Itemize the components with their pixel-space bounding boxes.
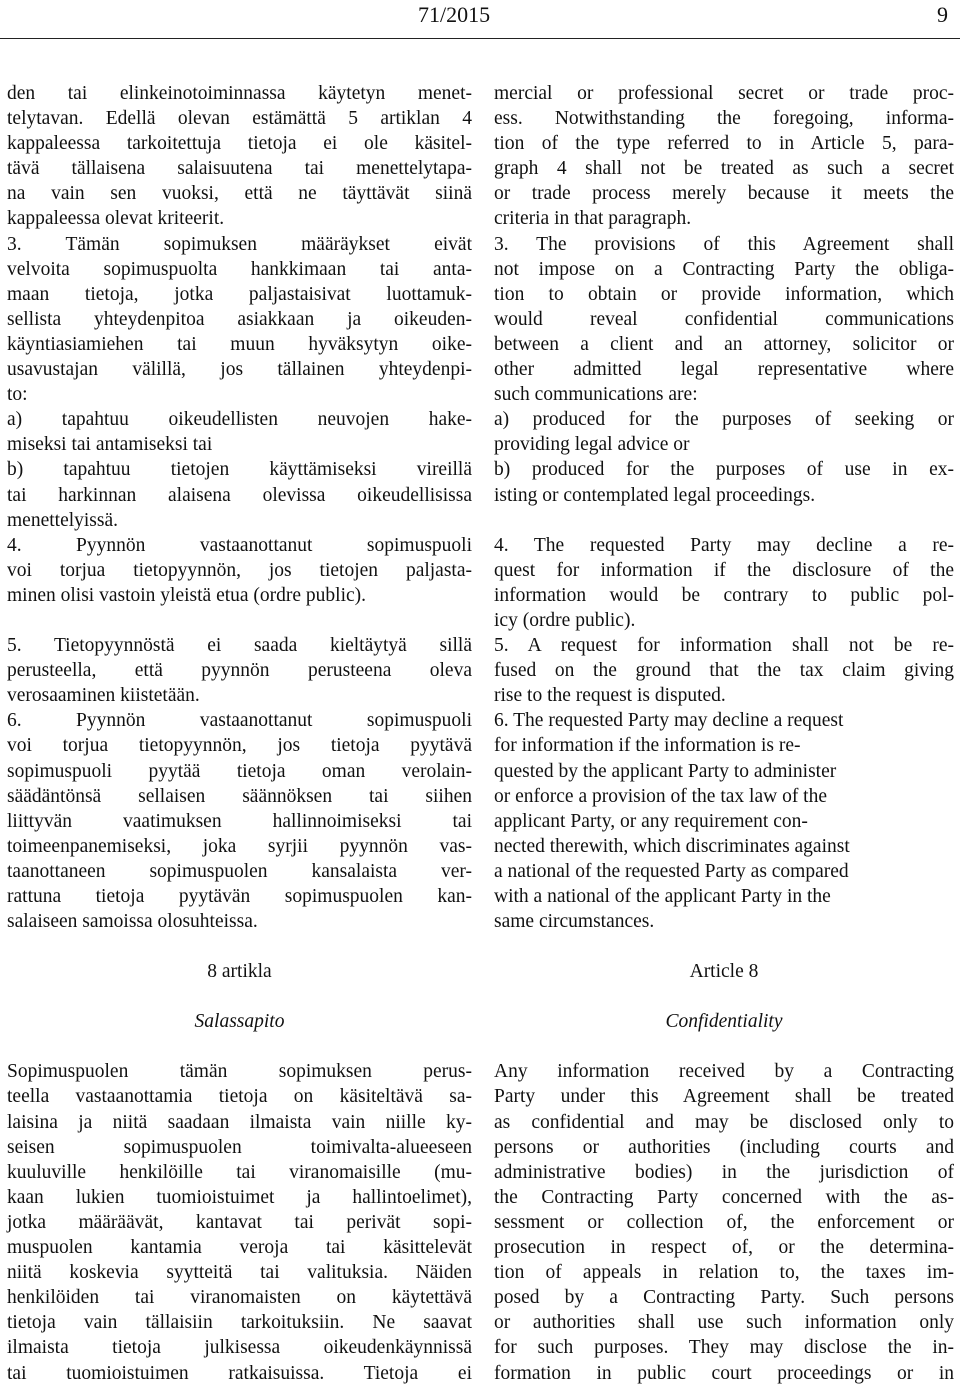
text-line: kaan lukien tuomioistuimet ja hallintoelimet), xyxy=(7,1186,472,1208)
text-line: quest for information if the disclosure of the xyxy=(494,559,954,581)
text-line: 3. The provisions of this Agreement shall xyxy=(494,233,954,255)
text-line: quested by the applicant Party to administer xyxy=(494,760,837,782)
text-line: telytavan. Edellä olevan estämättä 5 artiklan 4 xyxy=(7,108,472,130)
text-line: 6. The requested Party may decline a request xyxy=(494,710,844,732)
text-line: for such purposes. They may disclose the in- xyxy=(494,1337,954,1359)
text-line: henkilöiden tai viranomaisten on käytettävä xyxy=(7,1287,472,1309)
text-line: applicant Party, or any requirement con- xyxy=(494,810,808,832)
text-line: 4. Pyynnön vastaanottanut sopimuspuoli xyxy=(7,534,472,556)
text-line: to: xyxy=(7,384,28,406)
text-line: jotka määräävät, kantavat tai perivät sopi- xyxy=(7,1211,472,1233)
text-line: menettelyissä. xyxy=(7,509,119,531)
text-line: na vain sen vuoksi, että ne täyttävät siinä xyxy=(7,183,472,205)
text-line: 4. The requested Party may decline a re- xyxy=(494,534,954,556)
text-line: sessment or collection of, the enforcement or xyxy=(494,1211,954,1233)
text-line: would reveal confidential communications xyxy=(494,308,954,330)
text-line: tai tuomioistuimen ratkaisuissa. Tietoja ei xyxy=(7,1362,472,1384)
text-line: toimeenpanemiseksi, joka syrjii pyynnön vas- xyxy=(7,835,472,857)
page-number: 9 xyxy=(937,2,948,27)
text-line: sellista yhteydenpitoa asiakkaan ja oikeuden- xyxy=(7,308,472,330)
text-line: icy (ordre public). xyxy=(494,609,636,631)
text-line: niitä koskevia syytteitä tai valituksia. Näiden xyxy=(7,1262,472,1284)
text-line: Any information received by a Contracting xyxy=(494,1061,954,1083)
text-line: formation in public court proceedings or in xyxy=(494,1362,954,1384)
text-line: fused on the ground that the tax claim giving xyxy=(494,660,954,682)
text-line: voi torjua tietopyynnön, jos tietojen paljasta- xyxy=(7,559,472,581)
text-line: kuuluville henkilöille tai viranomaisille (mu- xyxy=(7,1161,472,1183)
text-line: graph 4 shall not be treated as such a secret xyxy=(494,158,954,180)
text-line: between a client and an attorney, solicitor or xyxy=(494,333,954,355)
text-line: voi torjua tietopyynnön, jos tietoja pyytävä xyxy=(7,735,472,757)
text-line: or authorities shall use such information only xyxy=(494,1312,954,1334)
text-line: rise to the request is disputed. xyxy=(494,685,726,707)
text-line: den tai elinkeinotoiminnassa käytetyn menet- xyxy=(7,83,472,104)
text-line: minen olisi vastoin yleistä etua (ordre public). xyxy=(7,584,367,606)
text-line: not impose on a Contracting Party the obliga- xyxy=(494,258,954,280)
english-article-text xyxy=(494,1059,954,1385)
text-line: b) produced for the purposes of use in ex- xyxy=(494,459,954,481)
text-line: verosaaminen kiistetään. xyxy=(7,685,200,707)
text-line: such communications are: xyxy=(494,384,698,406)
finnish-column xyxy=(7,81,472,1386)
text-line: Sopimuspuolen tämän sopimuksen perus- xyxy=(7,1061,472,1083)
text-line: salaiseen samoissa olosuhteissa. xyxy=(7,911,258,933)
text-line: velvoita sopimuspuolta hankkimaan tai anta- xyxy=(7,258,472,280)
text-line: b) tapahtuu tietojen käyttämiseksi vireillä xyxy=(7,459,472,481)
text-line: tion to obtain or provide information, which xyxy=(494,283,954,305)
page-header xyxy=(0,0,960,40)
article-title-en: Confidentiality xyxy=(665,1011,783,1033)
text-line: persons or authorities (including courts and xyxy=(494,1136,954,1158)
text-line: with a national of the applicant Party in the xyxy=(494,886,831,907)
text-line: isting or contemplated legal proceedings. xyxy=(494,484,816,506)
text-line: mercial or professional secret or trade proc- xyxy=(494,83,954,104)
text-line: tävä tällaisena salaisuutena tai menettelytapa- xyxy=(7,158,472,180)
text-line: a) tapahtuu oikeudellisten neuvojen hake- xyxy=(7,409,472,431)
text-line: ilmaista tietoja julkisessa oikeudenkäynnissä xyxy=(7,1337,472,1359)
text-line: laisina ja niitä saadaan ilmaista vain niille ky- xyxy=(7,1111,472,1133)
text-line: a national of the requested Party as compared xyxy=(494,860,849,882)
text-line: nected therewith, which discriminates against xyxy=(494,835,850,857)
text-line: 5. A request for information shall not be re- xyxy=(494,635,954,657)
text-line: kappaleessa olevat kriteerit. xyxy=(7,208,225,230)
text-line: other admitted legal representative where xyxy=(494,359,954,381)
text-line: tietoja vain tällaisiin tarkoituksiin. Ne saavat xyxy=(7,1312,472,1334)
text-line: kappaleessa tarkoitettuja tietoja ei ole käsitel- xyxy=(7,133,472,155)
text-line: posed by a Contracting Party. Such persons xyxy=(494,1287,954,1309)
text-line: liittyvän vaatimuksen hallinnoimiseksi tai xyxy=(7,810,472,832)
article-title-fi: Salassapito xyxy=(194,1011,285,1033)
text-line: käyntiasiamiehen tai muun hyväksytyn oike- xyxy=(7,333,472,355)
paragraph-gap xyxy=(7,608,472,633)
text-line: the Contracting Party concerned with the as- xyxy=(494,1186,954,1208)
text-line: providing legal advice or xyxy=(494,434,690,456)
text-line: tai harkinnan alaisena olevissa oikeudellisissa xyxy=(7,484,472,506)
english-body xyxy=(494,81,954,934)
text-line: criteria in that paragraph. xyxy=(494,208,692,230)
paragraph-gap xyxy=(494,508,954,533)
article-heading-en: Article 8 xyxy=(689,961,759,983)
issue-number: 71/2015 xyxy=(418,2,491,27)
text-line: usavustajan välillä, jos tällainen yhteydenpi- xyxy=(7,359,472,381)
text-line: same circumstances. xyxy=(494,911,655,933)
text-line: teella vastaanottamia tietoja on käsiteltävä sa- xyxy=(7,1086,472,1108)
text-line: or enforce a provision of the tax law of the xyxy=(494,785,828,807)
text-line: tion of the type referred to in Article 5, para- xyxy=(494,133,954,155)
text-line: 5. Tietopyynnöstä ei saada kieltäytyä sillä xyxy=(7,635,472,657)
english-column xyxy=(494,81,954,1386)
text-line: maan tietoja, jotka paljastaisivat luottamuk- xyxy=(7,283,472,305)
text-line: taanottaneen sopimuspuolen kansalaista ver- xyxy=(7,860,472,882)
text-line: muspuolen kantamia veroja tai käsittelevät xyxy=(7,1237,472,1259)
text-line: ess. Notwithstanding the foregoing, informa- xyxy=(494,108,954,130)
text-line: säädäntönsä sellaisen säännöksen tai siihen xyxy=(7,785,472,807)
text-line: a) produced for the purposes of seeking or xyxy=(494,409,954,431)
text-line: miseksi tai antamiseksi tai xyxy=(7,434,213,456)
text-line: or trade process merely because it meets the xyxy=(494,183,954,205)
finnish-body xyxy=(7,81,472,934)
header-rule xyxy=(0,38,960,39)
text-line: sopimuspuoli pyytää tietoja oman verolain- xyxy=(7,760,472,782)
text-line: tion of appeals in relation to, the taxes im- xyxy=(494,1262,954,1284)
text-line: rattuna tietoja pyytävän sopimuspuolen kan- xyxy=(7,886,472,907)
text-line: seisen sopimuspuolen toimivalta-alueeseen xyxy=(7,1136,472,1158)
text-line: Party under this Agreement shall be treated xyxy=(494,1086,954,1108)
article-heading-fi: 8 artikla xyxy=(207,961,272,983)
text-line: prosecution in respect of, or the determina- xyxy=(494,1237,954,1259)
text-line: as confidential and may be disclosed only to xyxy=(494,1111,954,1133)
text-line: 3. Tämän sopimuksen määräykset eivät xyxy=(7,233,472,255)
text-line: for information if the information is re- xyxy=(494,735,801,757)
text-line: perusteella, että pyynnön perusteena oleva xyxy=(7,660,472,682)
text-line: administrative bodies) in the jurisdiction of xyxy=(494,1161,954,1183)
text-line: information would be contrary to public pol- xyxy=(494,584,954,606)
text-line: 6. Pyynnön vastaanottanut sopimuspuoli xyxy=(7,710,472,732)
finnish-article-text xyxy=(7,1059,472,1385)
